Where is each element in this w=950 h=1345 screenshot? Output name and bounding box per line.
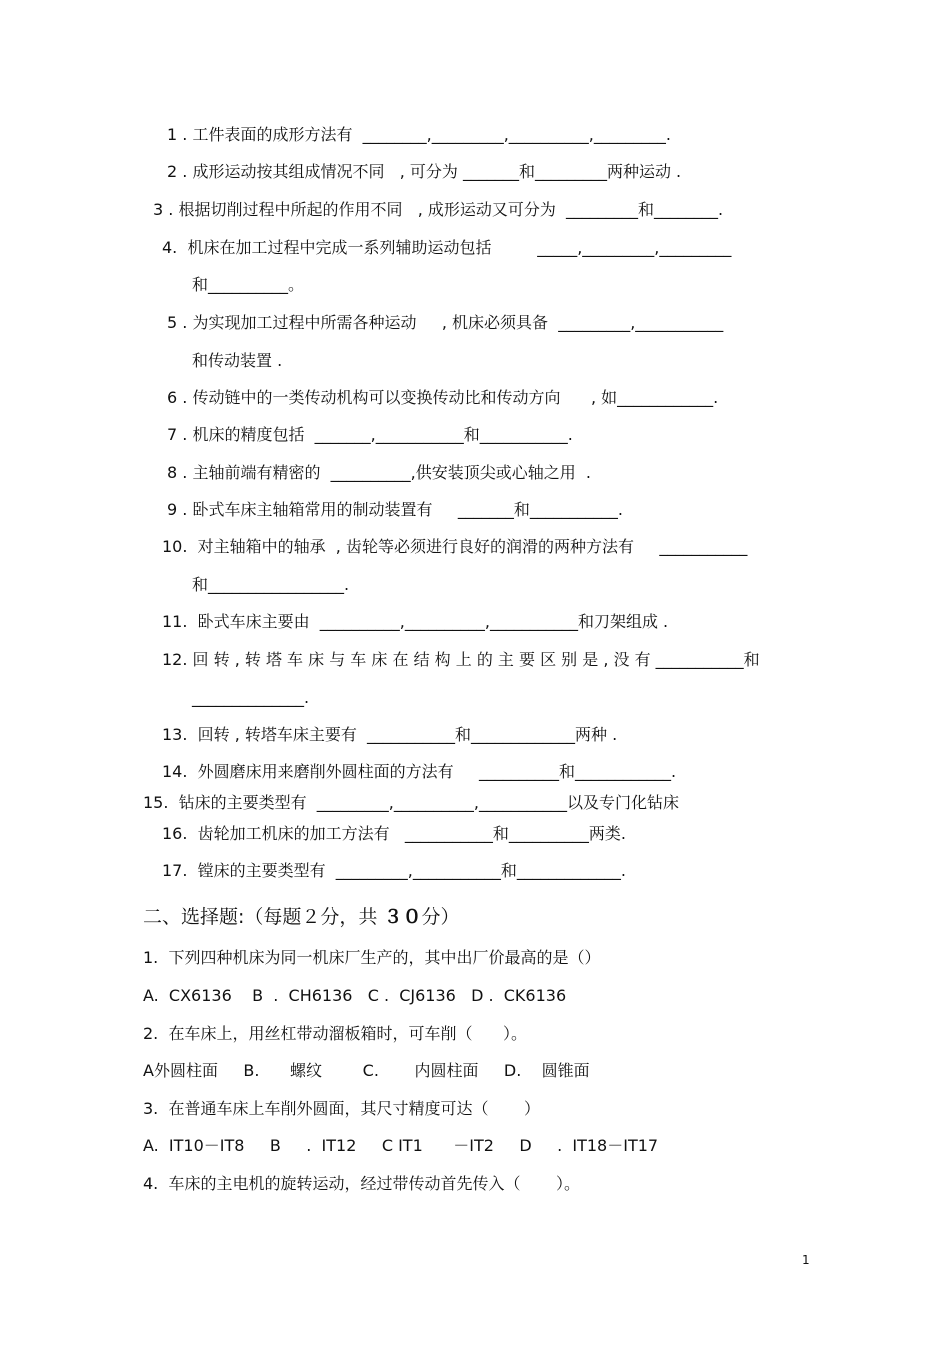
choice-question: 4. 车床的主电机的旋转运动，经过带传动首先传入（ ）。 xyxy=(143,1174,581,1193)
choice-question: 3. 在普通车床上车削外圆面，其尺寸精度可达（ ） xyxy=(143,1099,541,1118)
choice-question: 1. 下列四种机床为同一机床厂生产的，其中出厂价最高的是（） xyxy=(143,948,601,967)
question-line: 3 . 根据切削过程中所起的作用不同 , 成形运动又可分为 _________和________. xyxy=(153,200,724,219)
question-line: 7 . 机床的精度包括 _______,___________和___________. xyxy=(167,425,573,444)
choice-options: A. IT10－IT8 B . IT12 C IT1 －IT2 D . IT18－IT17 xyxy=(143,1136,659,1155)
section-heading xyxy=(143,905,459,929)
question-line: 12. 回 转 , 转 塔 车 床 与 车 床 在 结 构 上 的 主 要 区 别 是 , 没 有 ___________和 xyxy=(162,650,760,669)
question-line: 17. 镗床的主要类型有 _________,___________和_____________. xyxy=(162,861,626,880)
section-heading-prefix: 二、选择题:（每题２分，共 xyxy=(143,906,384,928)
question-line: 13. 回转 , 转塔车床主要有 ___________和_____________两种 . xyxy=(162,725,618,744)
section-heading-suffix: 分） xyxy=(421,906,460,928)
question-line: 10. 对主轴箱中的轴承 , 齿轮等必须进行良好的润滑的两种方法有 ___________ xyxy=(162,537,748,556)
section-heading-points: ３０ xyxy=(383,906,422,928)
question-line: 11. 卧式车床主要由 __________,__________,___________和刀架组成 . xyxy=(162,612,669,631)
question-line: 14. 外圆磨床用来磨削外圆柱面的方法有 __________和____________. xyxy=(162,762,677,781)
choice-options: A外圆柱面 B. 螺纹 C. 内圆柱面 D. 圆锥面 xyxy=(143,1061,590,1080)
question-line: 4. 机床在加工过程中完成一系列辅助运动包括 _____,_________,_________ xyxy=(162,238,732,257)
question-line: 1 . 工件表面的成形方法有 ________,_________,__________,_________. xyxy=(167,125,671,144)
question-line: 2 . 成形运动按其组成情况不同 , 可分为 _______和_________两种运动 . xyxy=(167,162,682,181)
choice-options: A. CX6136 B . CH6136 C . CJ6136 D . CK6136 xyxy=(143,986,567,1005)
question-line: 16. 齿轮加工机床的加工方法有 ___________和__________两类. xyxy=(162,824,626,843)
choice-question: 2. 在车床上，用丝杠带动溜板箱时，可车削（ ）。 xyxy=(143,1024,527,1043)
question-line-continuation: 和传动装置 . xyxy=(192,351,283,370)
question-line: 15. 钻床的主要类型有 _________,__________,___________以及专门化钻床 xyxy=(143,793,679,812)
question-line: 8 . 主轴前端有精密的 __________,供安装顶尖或心轴之用 . xyxy=(167,463,591,482)
question-line: 6 . 传动链中的一类传动机构可以变换传动比和传动方向 , 如____________. xyxy=(167,388,719,407)
question-line: 9 . 卧式车床主轴箱常用的制动装置有 _______和___________. xyxy=(167,500,623,519)
question-line-continuation: 和__________。 xyxy=(192,275,305,294)
question-line: 5 . 为实现加工过程中所需各种运动 , 机床必须具备 _________,___________ xyxy=(167,313,724,332)
question-line-continuation: 和_________________. xyxy=(192,575,350,594)
page-number: 1 xyxy=(802,1253,810,1267)
question-line-continuation: ______________. xyxy=(192,688,310,707)
